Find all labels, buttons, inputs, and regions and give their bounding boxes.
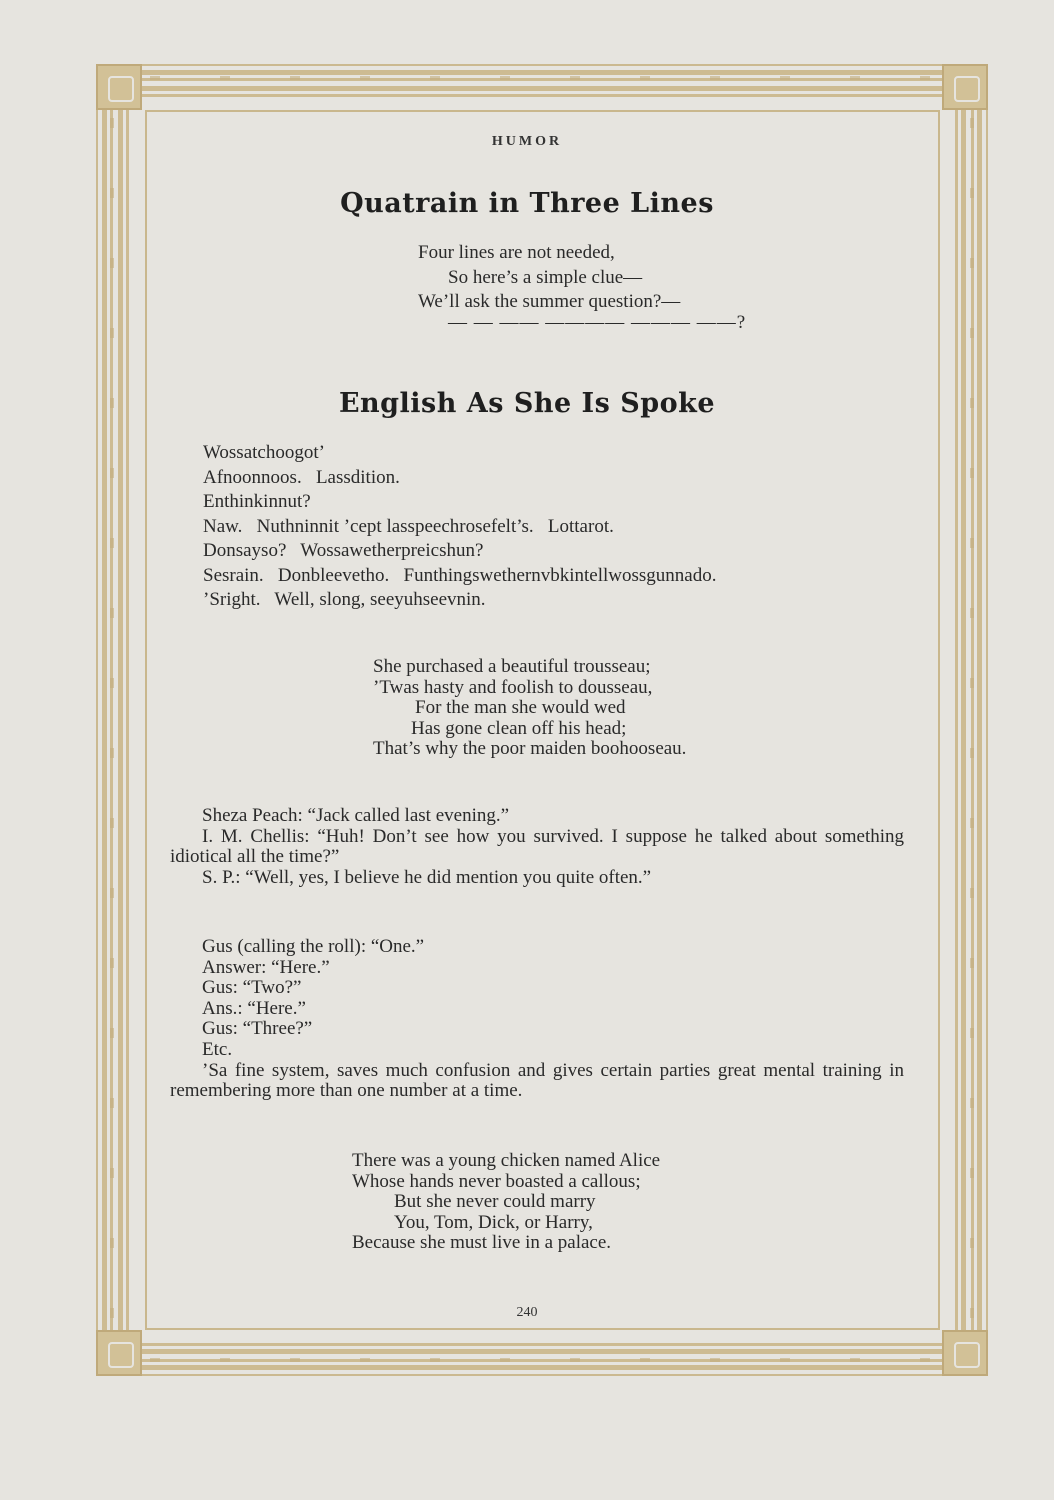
quatrain-line: Four lines are not needed, bbox=[418, 242, 615, 263]
poem-line: For the man she would wed bbox=[415, 697, 626, 718]
running-head: HUMOR bbox=[491, 134, 563, 149]
corner-ornament-top-right bbox=[942, 64, 988, 110]
english-line: ’Sright. Well, slong, seeyuhseevnin. bbox=[203, 589, 486, 610]
border-ornament-left bbox=[110, 118, 114, 1328]
poem-line: Has gone clean off his head; bbox=[411, 717, 627, 739]
page-number: 240 bbox=[516, 1305, 538, 1320]
dialog-roll-call bbox=[170, 937, 904, 1102]
english-line: Wossatchoogot’ bbox=[203, 442, 325, 463]
dialog-paragraph: Gus: “Three?” bbox=[202, 1018, 313, 1040]
poem-line: Because she must live in a palace. bbox=[352, 1232, 612, 1253]
quatrain-line: We’ll ask the summer question?— bbox=[418, 291, 681, 312]
corner-ornament-bottom-right bbox=[942, 1330, 988, 1376]
quatrain-line: So here’s a simple clue— bbox=[448, 266, 643, 288]
english-lines bbox=[203, 441, 716, 613]
english-title: English As She Is Spoke bbox=[338, 388, 716, 419]
dialog-peach bbox=[170, 806, 904, 888]
dialog-paragraph: ’Sa fine system, saves much confusion and gives certain parties great mental training in remembering more than one number at a time. bbox=[170, 1059, 904, 1102]
poem-line: She purchased a beautiful trousseau; bbox=[373, 656, 651, 677]
english-line: Naw. Nuthninnit ’cept lasspeechrosefelt’s. Lottarot. bbox=[203, 515, 614, 537]
corner-ornament-bottom-left bbox=[96, 1330, 142, 1376]
dialog-paragraph: Answer: “Here.” bbox=[202, 956, 330, 978]
dialog-paragraph: S. P.: “Well, yes, I believe he did mention you quite often.” bbox=[202, 866, 652, 888]
dialog-paragraph: Ans.: “Here.” bbox=[202, 997, 306, 1019]
english-line: Donsayso? Wossawetherpreicshun? bbox=[203, 540, 484, 561]
poem-line: There was a young chicken named Alice bbox=[352, 1150, 661, 1171]
poem-line: But she never could marry bbox=[394, 1191, 596, 1212]
quatrain-lines bbox=[418, 241, 680, 315]
border-ornament-bottom bbox=[150, 1358, 940, 1362]
border-ornament-right bbox=[970, 118, 974, 1328]
trousseau-poem bbox=[373, 657, 686, 760]
dialog-paragraph: Gus: “Two?” bbox=[202, 977, 302, 999]
poem-line: ’Twas hasty and foolish to dousseau, bbox=[373, 676, 653, 698]
poem-line: You, Tom, Dick, or Harry, bbox=[394, 1211, 593, 1233]
dialog-paragraph: Gus (calling the roll): “One.” bbox=[202, 936, 425, 957]
english-line: Enthinkinnut? bbox=[203, 491, 311, 512]
dialog-paragraph: Sheza Peach: “Jack called last evening.” bbox=[202, 805, 510, 826]
corner-ornament-top-left bbox=[96, 64, 142, 110]
english-line: Sesrain. Donbleevetho. Funthingswethernvbkintellwossgunnado. bbox=[203, 564, 717, 586]
border-ornament-top bbox=[150, 76, 940, 80]
dialog-paragraph: I. M. Chellis: “Huh! Don’t see how you survived. I suppose he talked about something idiotical all the time?” bbox=[170, 825, 904, 868]
quatrain-dashes: — — —— ———— ——— ——? bbox=[448, 312, 747, 333]
poem-line: Whose hands never boasted a callous; bbox=[352, 1170, 641, 1192]
english-line: Afnoonnoos. Lassdition. bbox=[203, 466, 400, 488]
dialog-paragraph: Etc. bbox=[202, 1038, 233, 1060]
chicken-poem bbox=[352, 1151, 660, 1254]
poem-line: That’s why the poor maiden boohooseau. bbox=[373, 738, 687, 759]
quatrain-title: Quatrain in Three Lines bbox=[340, 188, 714, 219]
